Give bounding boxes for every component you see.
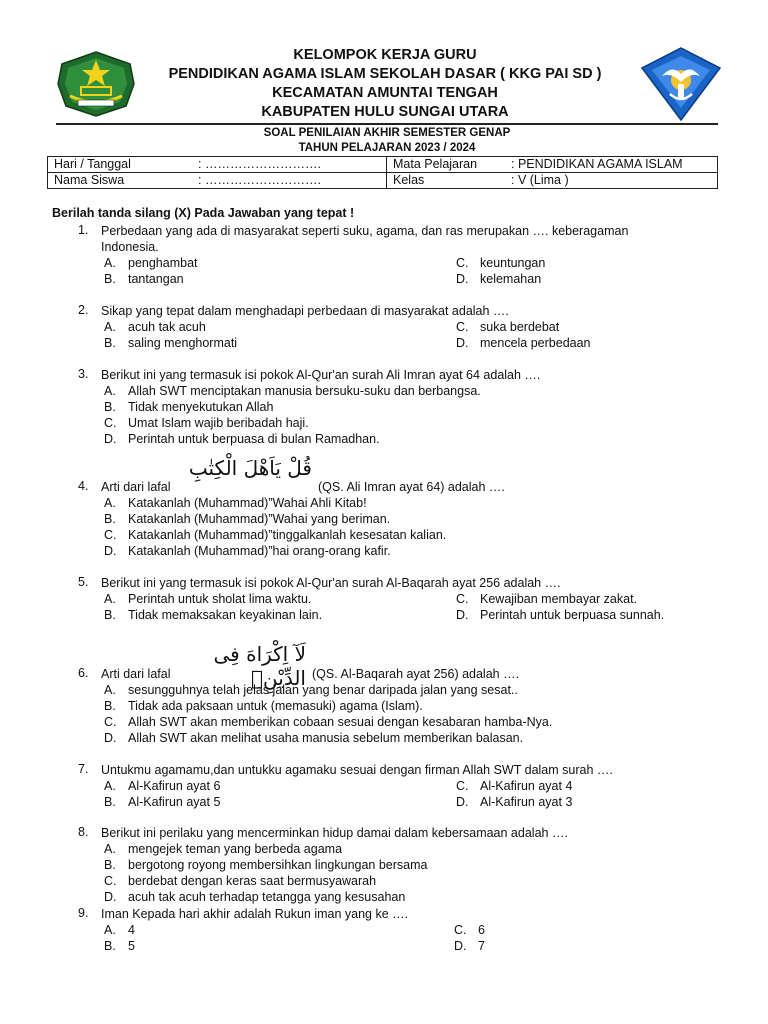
question-text: Untukmu agamamu,dan untukku agamaku sesuai dengan firman Allah SWT dalam surah ….: [101, 763, 613, 777]
option-c[interactable]: [104, 714, 552, 730]
option-b[interactable]: [104, 271, 184, 287]
option-letter: A.: [104, 842, 116, 856]
question-text: Berikut ini perilaku yang mencerminkan hidup damai dalam kebersamaan adalah ….: [101, 826, 568, 840]
question-text-after: (QS. Ali Imran ayat 64) adalah ….: [318, 480, 505, 494]
tut-wuri-handayani-logo: [640, 46, 722, 122]
question-text-cont: Indonesia.: [101, 240, 159, 254]
option-text: keuntungan: [480, 256, 546, 270]
option-text: Al-Kafirun ayat 3: [480, 795, 573, 809]
day-value[interactable]: : ……………………….: [198, 157, 321, 171]
header-line-4: KABUPATEN HULU SUNGAI UTARA: [261, 104, 509, 120]
question-number: 4.: [78, 479, 89, 493]
option-d[interactable]: [456, 271, 541, 287]
option-letter: C.: [104, 715, 117, 729]
header-line-1: KELOMPOK KERJA GURU: [293, 47, 477, 63]
option-text: Tidak ada paksaan untuk (memasuki) agama (Islam).: [128, 699, 423, 713]
option-text: berdebat dengan keras saat bermusyawarah: [128, 874, 377, 888]
question-number: 8.: [78, 825, 89, 839]
option-letter: B.: [104, 512, 116, 526]
option-letter: A.: [104, 384, 116, 398]
option-letter: D.: [104, 544, 117, 558]
subject-value: : PENDIDIKAN AGAMA ISLAM: [511, 157, 683, 171]
option-letter: D.: [456, 336, 469, 350]
option-d[interactable]: [456, 794, 572, 810]
option-a[interactable]: [104, 591, 311, 607]
exam-year: TAHUN PELAJARAN 2023 / 2024: [298, 142, 476, 154]
option-text: saling menghormati: [128, 336, 238, 350]
option-text: Al-Kafirun ayat 4: [480, 779, 573, 793]
option-text: 6: [478, 923, 485, 937]
option-letter: D.: [456, 608, 469, 622]
question-text: Perbedaan yang ada di masyarakat seperti suku, agama, dan ras merupakan …. keberagaman: [101, 224, 629, 238]
option-text: mencela perbedaan: [480, 336, 591, 350]
arabic-verse: قُلْ يَاَهْلَ الْكِتٰبِ: [188, 456, 312, 480]
header: [150, 46, 620, 122]
arabic-verse: لَآ اِكْرَاهَ فِى الدِّيْنِۗ: [213, 642, 306, 690]
option-letter: B.: [104, 699, 116, 713]
question-text: Iman Kepada hari akhir adalah Rukun iman yang ke ….: [101, 907, 409, 921]
option-c[interactable]: [454, 922, 485, 938]
option-letter: C.: [456, 320, 469, 334]
option-text: Perintah untuk berpuasa sunnah.: [480, 608, 665, 622]
option-letter: D.: [104, 890, 117, 904]
option-c[interactable]: [456, 255, 545, 271]
option-letter: A.: [104, 923, 116, 937]
option-c[interactable]: [104, 527, 446, 543]
option-letter: B.: [104, 608, 116, 622]
question-text: Berikut ini yang termasuk isi pokok Al-Qur'an surah Al-Baqarah ayat 256 adalah ….: [101, 576, 561, 590]
class-value: : V (Lima ): [511, 173, 569, 187]
option-text: bergotong royong membersihkan lingkungan bersama: [128, 858, 428, 872]
option-letter: B.: [104, 939, 116, 953]
option-letter: A.: [104, 256, 116, 270]
option-letter: C.: [104, 416, 117, 430]
option-b[interactable]: [104, 607, 322, 623]
option-letter: C.: [104, 528, 117, 542]
option-text: acuh tak acuh: [128, 320, 206, 334]
question-number: 5.: [78, 575, 89, 589]
option-letter: B.: [104, 858, 116, 872]
option-text: Kewajiban membayar zakat.: [480, 592, 638, 606]
question-text-after: (QS. Al-Baqarah ayat 256) adalah ….: [312, 667, 520, 681]
question-text: Arti dari lafal: [101, 480, 171, 494]
option-letter: C.: [456, 592, 469, 606]
option-text: 4: [128, 923, 135, 937]
option-a[interactable]: [104, 255, 198, 271]
option-c[interactable]: [456, 778, 572, 794]
option-a[interactable]: [104, 922, 135, 938]
option-text: Al-Kafirun ayat 6: [128, 779, 221, 793]
option-text: Katakanlah (Muhammad)”Wahai Ahli Kitab!: [128, 496, 367, 510]
option-a[interactable]: [104, 778, 220, 794]
option-letter: B.: [104, 336, 116, 350]
option-c[interactable]: [104, 415, 309, 431]
option-text: Allah SWT menciptakan manusia bersuku-suku dan berbangsa.: [128, 384, 481, 398]
option-d[interactable]: [454, 938, 485, 954]
option-text: Al-Kafirun ayat 5: [128, 795, 221, 809]
option-text: suka berdebat: [480, 320, 560, 334]
option-letter: D.: [456, 272, 469, 286]
option-text: mengejek teman yang berbeda agama: [128, 842, 343, 856]
option-b[interactable]: [104, 698, 423, 714]
option-letter: C.: [104, 874, 117, 888]
option-a[interactable]: [104, 682, 518, 698]
option-letter: D.: [104, 432, 117, 446]
option-d[interactable]: [104, 889, 405, 905]
question-number: 2.: [78, 303, 89, 317]
option-text: Allah SWT akan melihat usaha manusia sebelum memberikan balasan.: [128, 731, 524, 745]
option-text: Katakanlah (Muhammad)”hai orang-orang kafir.: [128, 544, 391, 558]
option-b[interactable]: [104, 399, 273, 415]
student-info-table: [47, 156, 718, 189]
question-number: 3.: [78, 367, 89, 381]
option-b[interactable]: [104, 794, 220, 810]
option-text: Umat Islam wajib beribadah haji.: [128, 416, 309, 430]
option-letter: C.: [456, 779, 469, 793]
option-text: 7: [478, 939, 485, 953]
option-text: Allah SWT akan memberikan cobaan sesuai dengan kesabaran hamba-Nya.: [128, 715, 553, 729]
option-text: Perintah untuk sholat lima waktu.: [128, 592, 312, 606]
option-text: Katakanlah (Muhammad)”Wahai yang beriman.: [128, 512, 391, 526]
option-c[interactable]: [104, 873, 376, 889]
option-letter: B.: [104, 272, 116, 286]
day-label: Hari / Tanggal: [54, 157, 131, 171]
option-text: penghambat: [128, 256, 198, 270]
exam-title: SOAL PENILAIAN AKHIR SEMESTER GENAP: [263, 127, 511, 139]
option-letter: C.: [456, 256, 469, 270]
option-c[interactable]: [456, 319, 559, 335]
option-b[interactable]: [104, 335, 237, 351]
question-text: Arti dari lafal: [101, 667, 171, 681]
option-text: 5: [128, 939, 135, 953]
option-letter: A.: [104, 592, 116, 606]
option-letter: A.: [104, 320, 116, 334]
header-divider: [56, 123, 718, 125]
question-number: 9.: [78, 906, 89, 920]
option-b[interactable]: [104, 511, 390, 527]
option-d[interactable]: [456, 607, 664, 623]
option-letter: A.: [104, 779, 116, 793]
option-a[interactable]: [104, 319, 206, 335]
option-a[interactable]: [104, 495, 367, 511]
option-text: Katakanlah (Muhammad)”tinggalkanlah kesesatan kalian.: [128, 528, 447, 542]
name-value[interactable]: : ……………………….: [198, 173, 321, 187]
question-number: 1.: [78, 223, 89, 237]
option-text: acuh tak acuh terhadap tetangga yang kesusahan: [128, 890, 406, 904]
header-line-2: PENDIDIKAN AGAMA ISLAM SEKOLAH DASAR ( KKG PAI SD ): [168, 66, 602, 82]
option-text: Tidak menyekutukan Allah: [128, 400, 274, 414]
option-letter: B.: [104, 400, 116, 414]
option-d[interactable]: [456, 335, 591, 351]
question-number: 7.: [78, 762, 89, 776]
class-label: Kelas: [393, 173, 425, 187]
question-number: 6.: [78, 666, 89, 680]
option-letter: D.: [456, 795, 469, 809]
option-letter: D.: [104, 731, 117, 745]
option-letter: D.: [454, 939, 467, 953]
name-label: Nama Siswa: [54, 173, 125, 187]
option-b[interactable]: [104, 857, 428, 873]
option-a[interactable]: [104, 383, 481, 399]
option-d[interactable]: [104, 730, 523, 746]
option-letter: C.: [454, 923, 467, 937]
header-line-3: KECAMATAN AMUNTAI TENGAH: [272, 85, 498, 101]
subject-label: Mata Pelajaran: [393, 157, 478, 171]
option-letter: B.: [104, 795, 116, 809]
option-b[interactable]: [104, 938, 135, 954]
option-text: sesungguhnya telah jelas jalan yang benar daripada jalan yang sesat..: [128, 683, 518, 697]
kemenag-logo: [56, 50, 136, 118]
option-text: Perintah untuk berpuasa di bulan Ramadhan.: [128, 432, 380, 446]
option-letter: A.: [104, 496, 116, 510]
option-d[interactable]: [104, 431, 380, 447]
question-text: Sikap yang tepat dalam menghadapi perbedaan di masyarakat adalah ….: [101, 304, 509, 318]
option-d[interactable]: [104, 543, 391, 559]
option-text: Tidak memaksakan keyakinan lain.: [128, 608, 323, 622]
option-text: tantangan: [128, 272, 184, 286]
instruction: Berilah tanda silang (X) Pada Jawaban yang tepat !: [52, 206, 355, 220]
option-text: kelemahan: [480, 272, 542, 286]
question-text: Berikut ini yang termasuk isi pokok Al-Qur'an surah Ali Imran ayat 64 adalah ….: [101, 368, 541, 382]
option-letter: A.: [104, 683, 116, 697]
option-a[interactable]: [104, 841, 342, 857]
option-c[interactable]: [456, 591, 637, 607]
